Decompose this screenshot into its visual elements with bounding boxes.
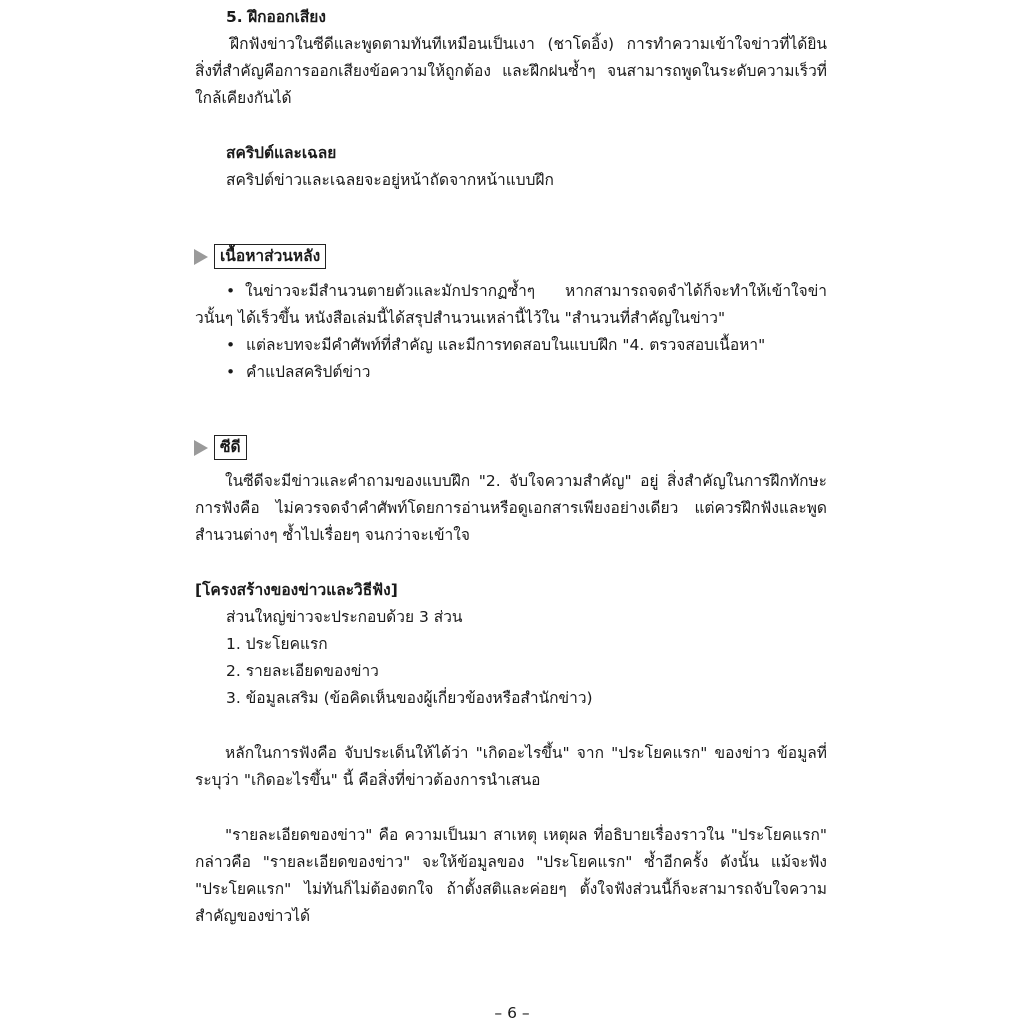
- cd-body: ในซีดีจะมีข่าวและคำถามของแบบฝึก "2. จับใจความสำคัญ" อยู่ สิ่งสำคัญในการฝึกทักษะการฟังคือ ไม่ควรจดจำคำศัพท์โดยการอ่านหรือดูเอกสารเพียงอย่างเดียว แต่ควรฝึกฟังและพูดสำนวนต่างๆ ซ้ำไปเรื่อยๆ จนกว่าจะเข้าใจ: [195, 472, 827, 544]
- structure-intro: ส่วนใหญ่ข่าวจะประกอบด้วย 3 ส่วน: [226, 608, 463, 626]
- structure-item-1: 1. ประโยคแรก: [226, 635, 328, 653]
- structure-paragraph-2: "รายละเอียดของข่าว" คือ ความเป็นมา สาเหตุ เหตุผล ที่อธิบายเรื่องราวใน "ประโยคแรก" กล่าวคือ "รายละเอียดของข่าว" จะให้ข้อมูลของ "ประโยคแรก" ซ้ำอีกครั้ง ดังนั้น แม้จะฟัง "ประโยคแรก" ไม่ทันก็ไม่ต้องตกใจ ถ้าตั้งสติและค่อยๆ ตั้งใจฟังส่วนนี้ก็จะสามารถจับใจความสำคัญของข่าวได้: [195, 826, 827, 925]
- triangle-marker-icon: [194, 249, 208, 265]
- back-content-section-header: [194, 244, 326, 269]
- structure-item-2: 2. รายละเอียดของข่าว: [226, 662, 379, 680]
- triangle-marker-icon: [194, 440, 208, 456]
- back-content-heading: เนื้อหาส่วนหลัง: [214, 244, 326, 269]
- bullet-symbol-2: •: [226, 336, 236, 354]
- cd-heading: ซีดี: [214, 435, 247, 460]
- bullet-symbol-1: •: [226, 282, 236, 300]
- script-body: สคริปต์ข่าวและเฉลยจะอยู่หน้าถัดจากหน้าแบบฝึก: [226, 171, 554, 189]
- back-content-bullet-1: ในข่าวจะมีสำนวนตายตัวและมักปรากฏซ้ำๆ หากสามารถจดจำได้ก็จะทำให้เข้าใจข่าวนั้นๆ ได้เร็วขึ้น หนังสือเล่มนี้ได้สรุปสำนวนเหล่านี้ไว้ใน "สำนวนที่สำคัญในข่าว": [195, 282, 827, 327]
- structure-heading: [โครงสร้างของข่าวและวิธีฟัง]: [195, 581, 398, 599]
- back-content-bullet-3-row: [226, 359, 370, 386]
- back-content-bullet-2-row: [226, 332, 765, 359]
- cd-section-header: [194, 435, 247, 460]
- bullet-symbol-3: •: [226, 363, 236, 381]
- back-content-bullet-2: แต่ละบทจะมีคำศัพท์ที่สำคัญ และมีการทดสอบในแบบฝึก "4. ตรวจสอบเนื้อหา": [246, 336, 766, 354]
- structure-paragraph-1: หลักในการฟังคือ จับประเด็นให้ได้ว่า "เกิดอะไรขึ้น" จาก "ประโยคแรก" ของข่าว ข้อมูลที่ระบุว่า "เกิดอะไรขึ้น" นี้ คือสิ่งที่ข่าวต้องการนำเสนอ: [195, 744, 827, 789]
- practice-heading: 5. ฝึกออกเสียง: [226, 8, 326, 26]
- practice-body: ฝึกฟังข่าวในซีดีและพูดตามทันทีเหมือนเป็นเงา (ชาโดอิ้ง) การทำความเข้าใจข่าวที่ได้ยิน สิ่งที่สำคัญคือการออกเสียงข้อความให้ถูกต้อง และฝึกฝนซ้ำๆ จนสามารถพูดในระดับความเร็วที่ใกล้เคียงกันได้: [195, 35, 827, 107]
- script-heading: สคริปต์และเฉลย: [226, 144, 337, 162]
- back-content-bullet-3: คำแปลสคริปต์ข่าว: [246, 363, 371, 381]
- structure-item-3: 3. ข้อมูลเสริม (ข้อคิดเห็นของผู้เกี่ยวข้องหรือสำนักข่าว): [226, 689, 593, 707]
- page-number: – 6 –: [494, 1004, 530, 1022]
